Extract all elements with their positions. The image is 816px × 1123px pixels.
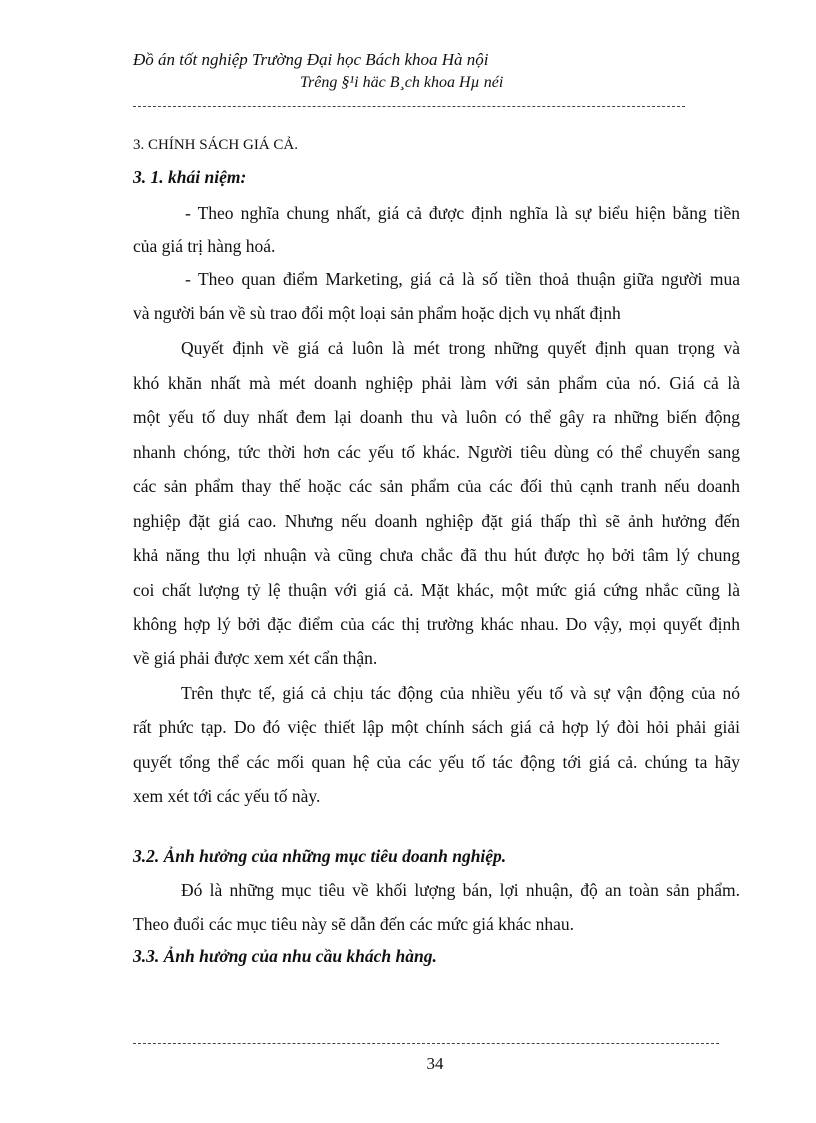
body-line: các sản phẩm thay thế hoặc các sản phẩm của các đối thủ cạnh tranh nếu doanh (133, 476, 740, 496)
body-line: Đó là những mục tiêu về khối lượng bán, lợi nhuận, độ an toàn sản phẩm. (181, 880, 740, 900)
body-line: nhanh chóng, tức thời hơn các yếu tố khác. Người tiêu dùng có thể chuyển sang (133, 442, 740, 462)
header-divider (133, 106, 685, 107)
subsection-heading-2: 3.2. Ảnh hưởng của những mục tiêu doanh nghiệp. (133, 846, 507, 866)
body-line: quyết tổng thể các mối quan hệ của các yếu tố tác động tới giá cả. chúng ta hãy (133, 752, 740, 772)
header-title-garbled: Trêng §¹i häc B¸ch khoa Hµ néi (300, 74, 504, 91)
body-line: không hợp lý bởi đặc điểm của các thị trường khác nhau. Do vậy, mọi quyết định (133, 614, 740, 634)
footer-divider (133, 1043, 719, 1044)
body-line: Trên thực tế, giá cả chịu tác động của nhiều yếu tố và sự vận động của nó (181, 683, 740, 703)
body-line: một yếu tố duy nhất đem lại doanh thu và luôn có thể gây ra những biến động (133, 407, 740, 427)
body-line: khó khăn nhất mà mét doanh nghiệp phải làm với sản phẩm của nó. Giá cả là (133, 373, 740, 393)
body-line: xem xét tới các yếu tố này. (133, 786, 321, 806)
subsection-heading-1: 3. 1. khái niệm: (133, 167, 247, 187)
body-line: rất phức tạp. Do đó việc thiết lập một chính sách giá cả hợp lý đòi hỏi phải giải (133, 717, 740, 737)
subsection-heading-3: 3.3. Ảnh hưởng của nhu cầu khách hàng. (133, 946, 437, 966)
body-line: và người bán về sù trao đổi một loại sản phẩm hoặc dịch vụ nhất định (133, 303, 621, 323)
body-line: nghiệp đặt giá cao. Nhưng nếu doanh nghiệp đặt giá thấp thì sẽ ảnh hưởng đến (133, 511, 740, 531)
body-line: - Theo nghĩa chung nhất, giá cả được định nghĩa là sự biểu hiện bằng tiền (185, 203, 740, 223)
body-line: - Theo quan điểm Marketing, giá cả là số tiền thoả thuận giữa người mua (185, 269, 740, 289)
body-line: Theo đuổi các mục tiêu này sẽ dẫn đến các mức giá khác nhau. (133, 914, 574, 934)
body-line: khả năng thu lợi nhuận và cũng chưa chắc đã thu hút được họ bởi tâm lý chung (133, 545, 740, 565)
page-number: 34 (426, 1054, 444, 1073)
section-heading: 3. CHÍNH SÁCH GIÁ CẢ. (133, 137, 299, 153)
body-line: của giá trị hàng hoá. (133, 236, 276, 256)
header-title: Đồ án tốt nghiệp Trường Đại học Bách khoa Hà nội (133, 50, 489, 69)
body-line: về giá phải được xem xét cẩn thận. (133, 648, 378, 668)
body-line: Quyết định về giá cả luôn là mét trong những quyết định quan trọng và (181, 338, 740, 358)
body-line: coi chất lượng tỷ lệ thuận với giá cả. Mặt khác, một mức giá cứng nhắc cũng là (133, 580, 740, 600)
